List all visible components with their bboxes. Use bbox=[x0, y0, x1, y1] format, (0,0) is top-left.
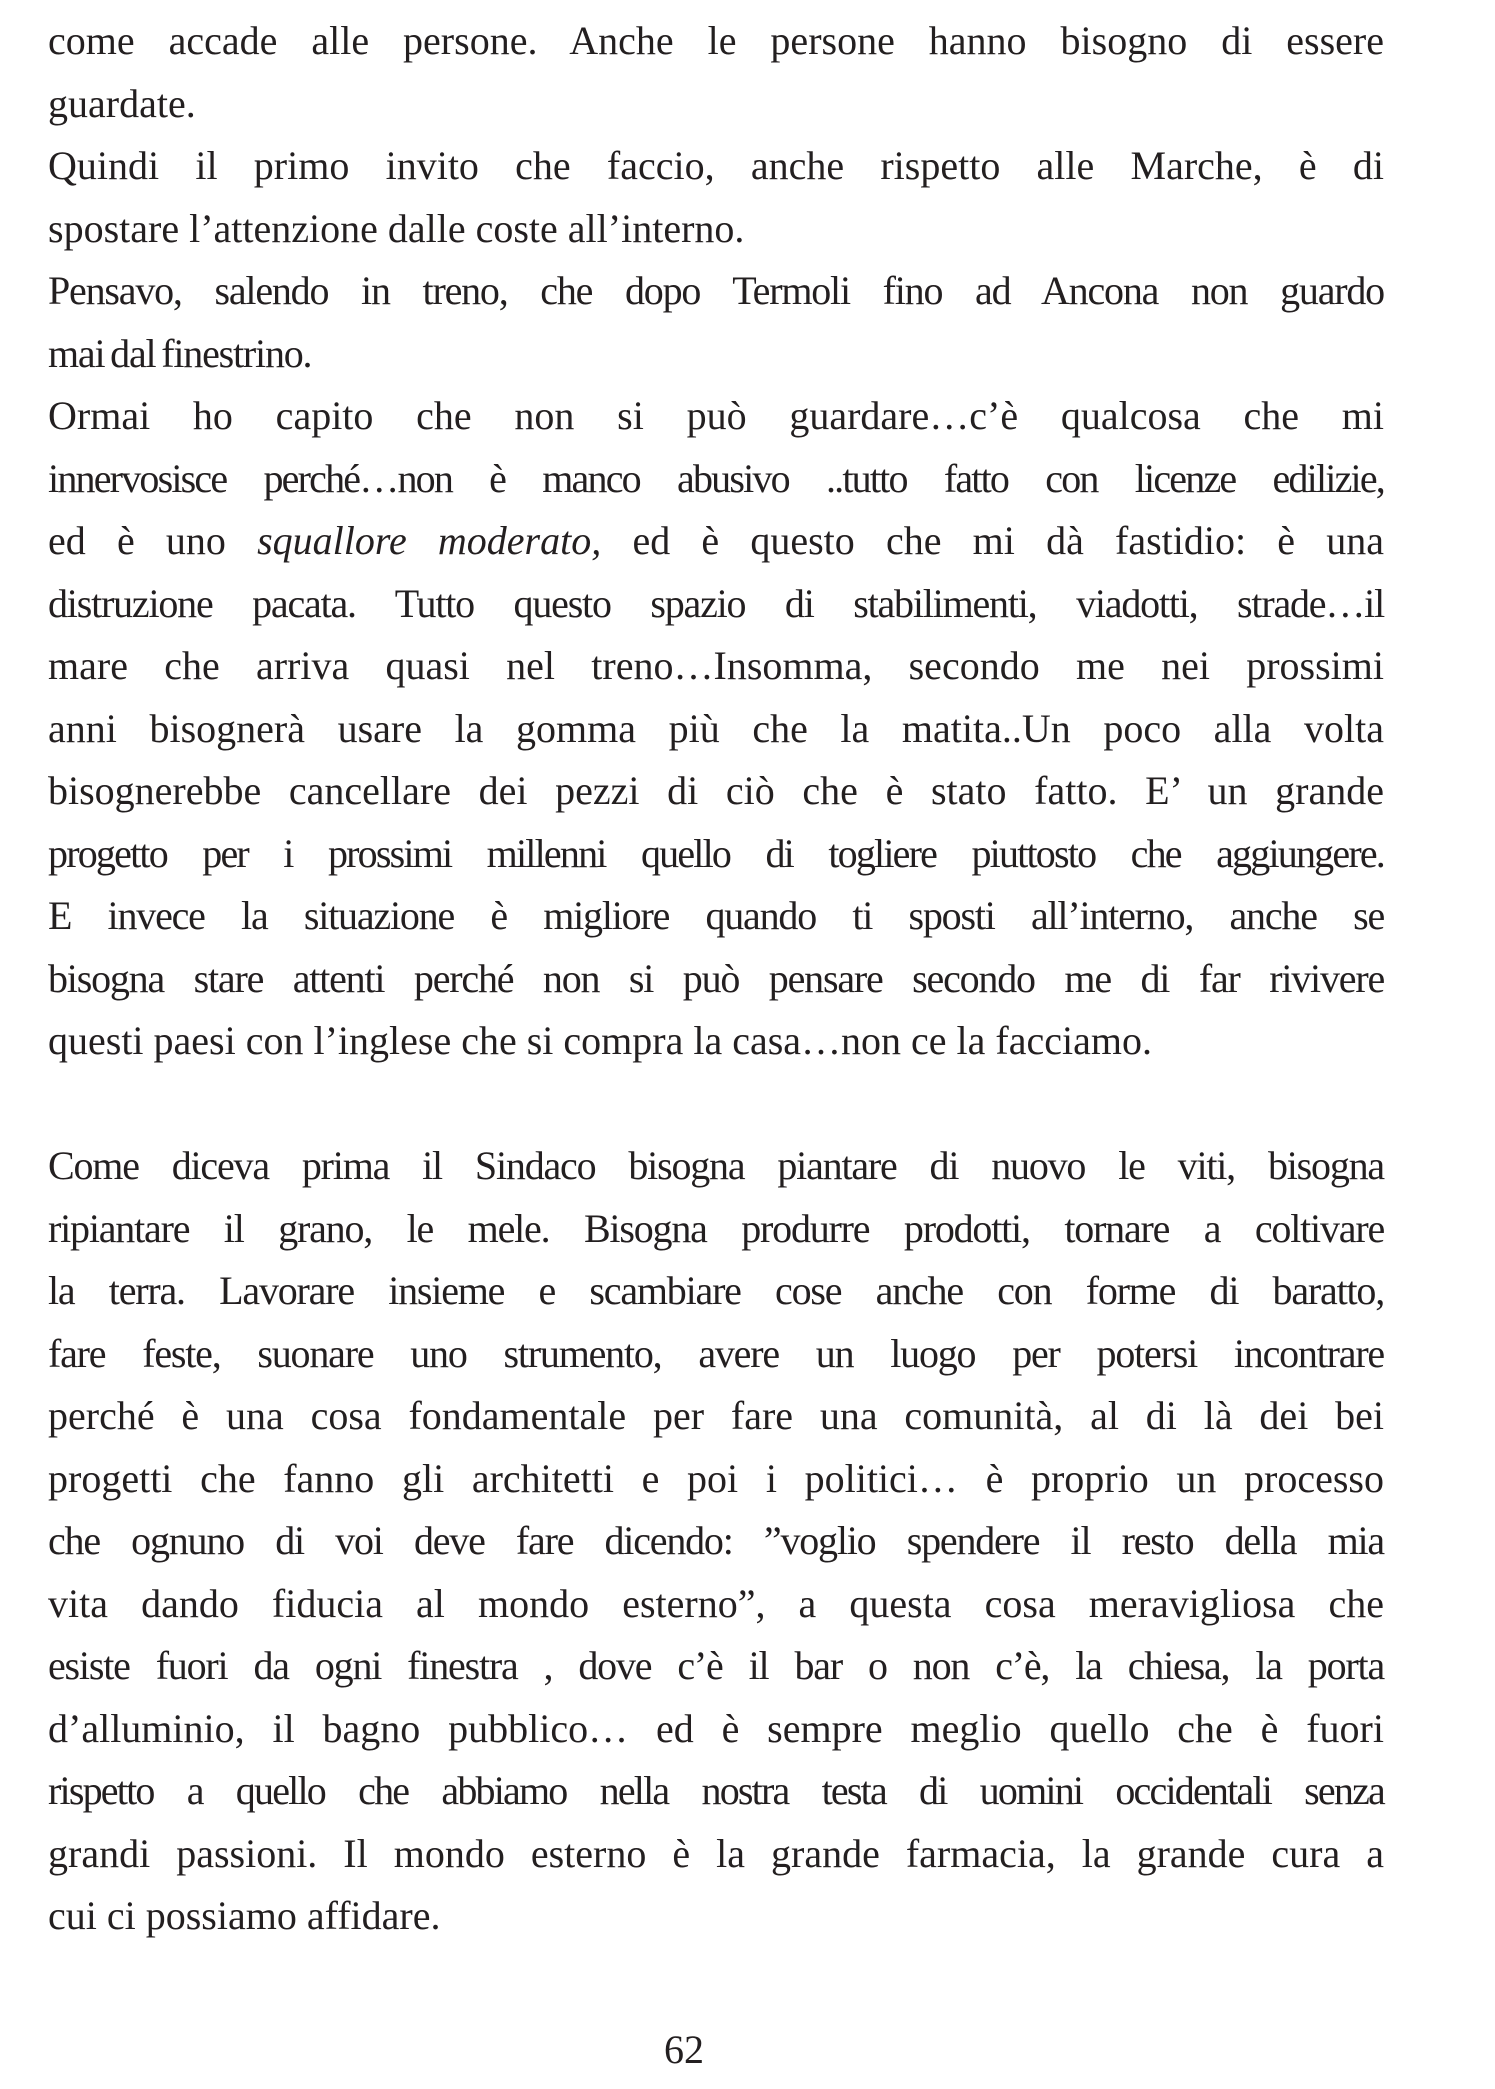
line-text-before: ed è uno bbox=[48, 518, 258, 563]
text-line: Come diceva prima il Sindaco bisogna piantare di nuovo le viti, bisogna bbox=[48, 1143, 1384, 1188]
paragraph-1 bbox=[48, 10, 1384, 1073]
text-line: esiste fuori da ogni finestra , dove c’è il bar o non c’è, la chiesa, la porta bbox=[48, 1643, 1384, 1688]
text-line: vita dando fiducia al mondo esterno”, a questa cosa meravigliosa che bbox=[48, 1580, 1384, 1626]
italic-emphasis: squallore moderato, bbox=[257, 518, 602, 563]
text-line: distruzione pacata. Tutto questo spazio di stabilimenti, viadotti, strade…il bbox=[48, 580, 1384, 626]
text-line: bisognerebbe cancellare dei pezzi di ciò che è stato fatto. E’ un grande bbox=[48, 768, 1384, 813]
text-line: che ognuno di voi deve fare dicendo: ”voglio spendere il resto della mia bbox=[48, 1518, 1384, 1563]
text-line: cui ci possiamo affidare. bbox=[48, 1893, 441, 1938]
text-line: progetto per i prossimi millenni quello di togliere piuttosto che aggiungere. bbox=[48, 830, 1384, 876]
text-line: d’alluminio, il bagno pubblico… ed è sempre meglio quello che è fuori bbox=[48, 1705, 1384, 1751]
text-line: mai dal finestrino. bbox=[48, 330, 312, 376]
text-line: fare feste, suonare uno strumento, avere un luogo per potersi incontrare bbox=[48, 1330, 1384, 1376]
text-line: questi paesi con l’inglese che si compra la casa…non ce la facciamo. bbox=[48, 1018, 1152, 1063]
text-line: innervosisce perché…non è manco abusivo ..tutto fatto con licenze edilizie, bbox=[48, 455, 1384, 501]
text-line: Pensavo, salendo in treno, che dopo Termoli fino ad Ancona non guardo bbox=[48, 268, 1384, 313]
text-line: come accade alle persone. Anche le persone hanno bisogno di essere bbox=[48, 18, 1384, 63]
text-line: guardate. bbox=[48, 80, 196, 126]
text-line: ripiantare il grano, le mele. Bisogna produrre prodotti, tornare a coltivare bbox=[48, 1205, 1384, 1251]
text-line: Quindi il primo invito che faccio, anche rispetto alle Marche, è di bbox=[48, 143, 1384, 188]
text-line-with-emphasis bbox=[48, 510, 1384, 573]
text-line: Ormai ho capito che non si può guardare…c’è qualcosa che mi bbox=[48, 393, 1384, 438]
text-line: grandi passioni. Il mondo esterno è la grande farmacia, la grande cura a bbox=[48, 1830, 1384, 1876]
body-text bbox=[48, 10, 1384, 1948]
text-line: rispetto a quello che abbiamo nella nostra testa di uomini occidentali senza bbox=[48, 1768, 1384, 1813]
text-line: anni bisognerà usare la gomma più che la matita..Un poco alla volta bbox=[48, 705, 1384, 751]
text-line: bisogna stare attenti perché non si può pensare secondo me di far rivivere bbox=[48, 955, 1384, 1001]
line-text-after: ed è questo che mi dà fastidio: è una bbox=[601, 518, 1385, 563]
text-line: la terra. Lavorare insieme e scambiare cose anche con forme di baratto, bbox=[48, 1268, 1384, 1313]
paragraph-2 bbox=[48, 1135, 1384, 1948]
text-line: progetti che fanno gli architetti e poi i politici… è proprio un processo bbox=[48, 1455, 1384, 1501]
text-line: spostare l’attenzione dalle coste all’interno. bbox=[48, 205, 745, 251]
text-line: mare che arriva quasi nel treno…Insomma, secondo me nei prossimi bbox=[48, 643, 1384, 688]
text-line: E invece la situazione è migliore quando ti sposti all’interno, anche se bbox=[48, 893, 1384, 938]
text-line: perché è una cosa fondamentale per fare una comunità, al di là dei bei bbox=[48, 1393, 1384, 1438]
page-number: 62 bbox=[664, 2027, 704, 2072]
